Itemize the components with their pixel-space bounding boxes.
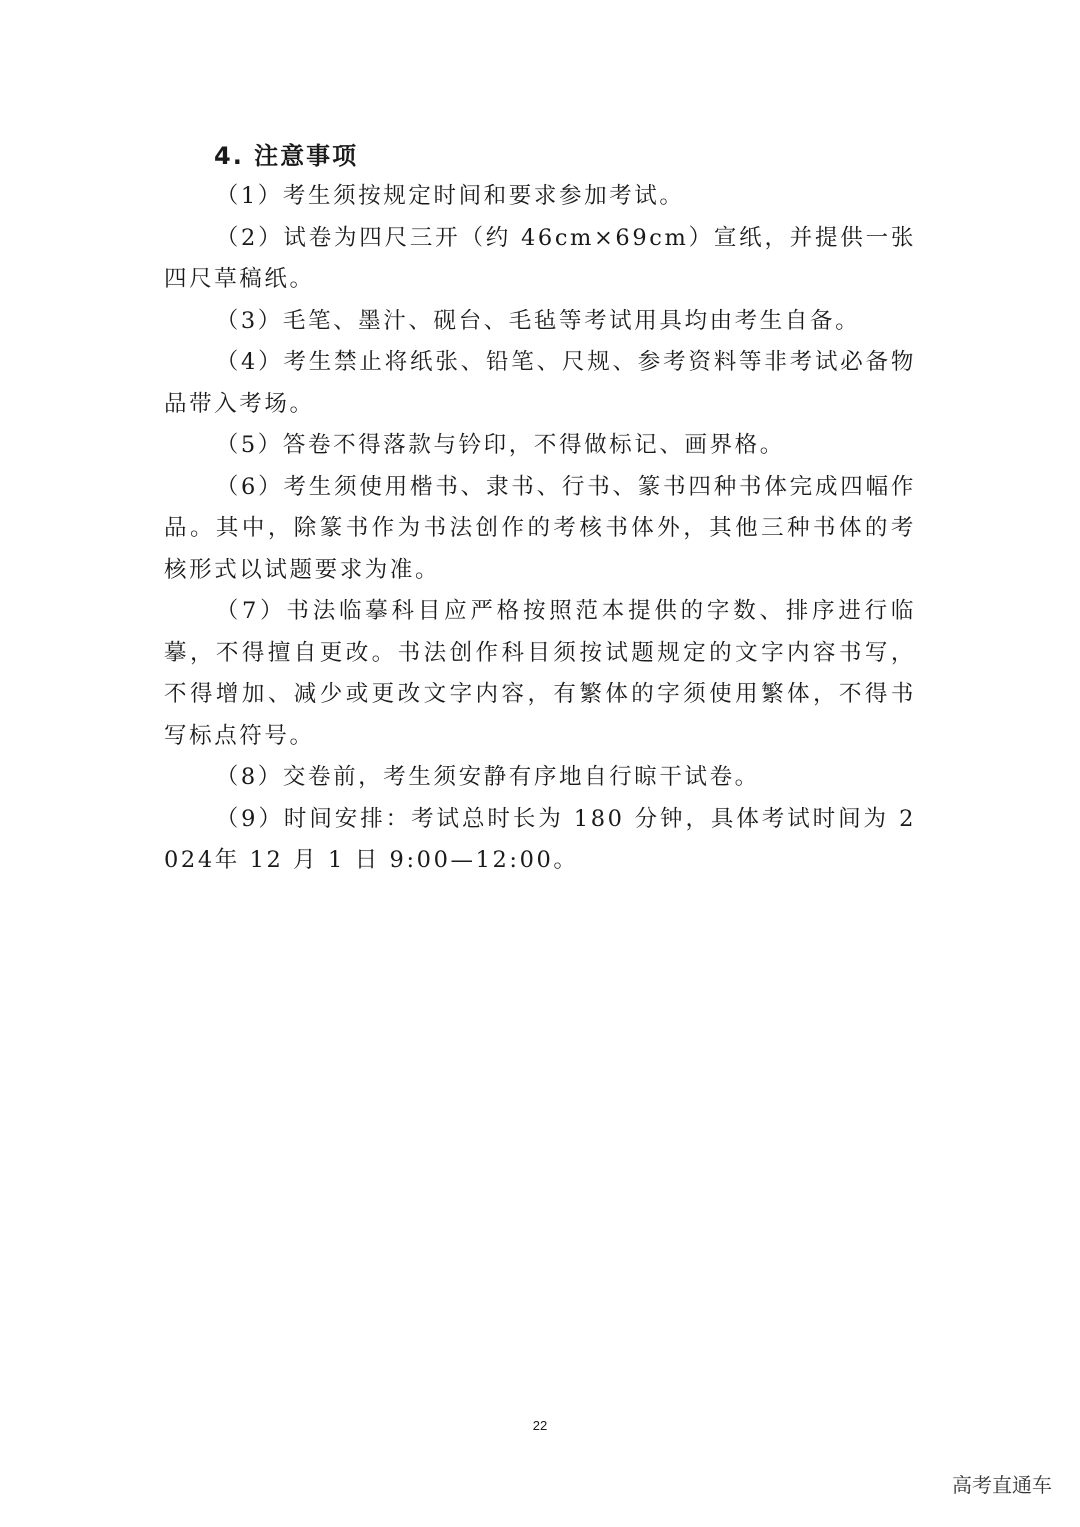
notice-item-9: （9）时间安排：考试总时长为 180 分钟，具体考试时间为 2024年 12 月 1 日 9:00—12:00。 bbox=[164, 805, 916, 873]
watermark-text: 高考直通车 bbox=[952, 1473, 1052, 1497]
notice-list bbox=[164, 176, 916, 882]
notice-item-6: （6）考生须使用楷书、隶书、行书、篆书四种书体完成四幅作品。其中，除篆书作为书法创作的考核书体外，其他三种书体的考核形式以试题要求为准。 bbox=[164, 473, 916, 583]
notice-item-3: （3）毛笔、墨汁、砚台、毛毡等考试用具均由考生自备。 bbox=[215, 307, 861, 334]
notice-item-8: （8）交卷前，考生须安静有序地自行晾干试卷。 bbox=[215, 764, 760, 790]
notice-item-5: （5）答卷不得落款与钤印，不得做标记、画界格。 bbox=[215, 432, 785, 458]
section-heading: 4. 注意事项 bbox=[214, 142, 359, 170]
notice-item-7: （7）书法临摹科目应严格按照范本提供的字数、排序进行临摹，不得擅自更改。书法创作科目须按试题规定的文字内容书写，不得增加、减少或更改文字内容，有繁体的字须使用繁体，不得书写标点符号。 bbox=[164, 598, 916, 749]
notice-item-4: （4）考生禁止将纸张、铅笔、尺规、参考资料等非考试必备物品带入考场。 bbox=[164, 349, 916, 417]
notice-item-1: （1）考生须按规定时间和要求参加考试。 bbox=[215, 183, 685, 209]
notice-item-2: （2）试卷为四尺三开（约 46cm×69cm）宣纸，并提供一张四尺草稿纸。 bbox=[164, 224, 916, 292]
page-number: 22 bbox=[532, 1418, 548, 1433]
